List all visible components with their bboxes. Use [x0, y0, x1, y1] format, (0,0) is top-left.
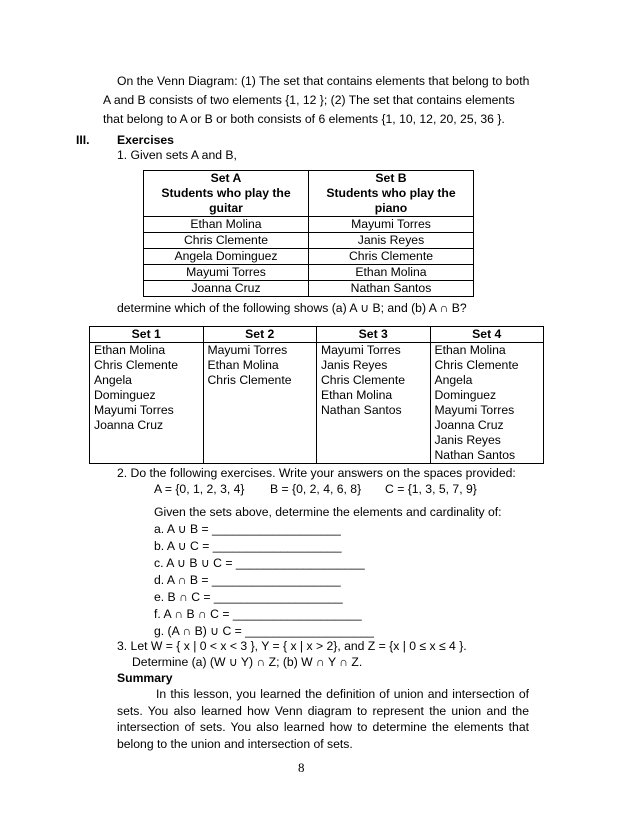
- table-cell: Joanna Cruz: [144, 281, 309, 297]
- table-cell: Chris Clemente: [144, 233, 309, 249]
- list-item: Angela: [434, 373, 473, 387]
- set-b-header: [309, 171, 474, 217]
- set-b-subtitle-1: Students who play the: [326, 186, 456, 200]
- summary-title: Summary: [117, 671, 173, 685]
- table-cell: Nathan Santos: [309, 281, 474, 297]
- table-cell: Mayumi Torres: [144, 265, 309, 281]
- set-a-title: Set A: [210, 171, 242, 185]
- set-4-cell: [430, 343, 544, 464]
- options-table: [89, 326, 544, 464]
- intro-line-1: On the Venn Diagram: (1) The set that contains elements that belong to both: [117, 74, 530, 88]
- set-3-cell: [317, 343, 431, 464]
- set-b-definition: B = {0, 2, 4, 6, 8}: [270, 482, 362, 496]
- set-a-subtitle-1: Students who play the: [161, 186, 291, 200]
- list-item: Joanna Cruz: [434, 418, 504, 432]
- set-a-header: [144, 171, 309, 217]
- exercise-item-f: f. A ∩ B ∩ C = ___________________: [154, 607, 362, 621]
- set-c-definition: C = {1, 3, 5, 7, 9}: [385, 482, 477, 496]
- intro-line-2: A and B consists of two elements {1, 12 }; (2) The set that contains elements: [103, 93, 515, 107]
- table-row: [144, 249, 474, 265]
- exercise-item-a: a. A ∪ B = ___________________: [154, 522, 341, 536]
- section-numeral: III.: [76, 133, 90, 147]
- list-item: Joanna Cruz: [94, 418, 164, 432]
- set-1-cell: [90, 343, 204, 464]
- exercise-3-line-2: Determine (a) (W ∪ Y) ∩ Z; (b) W ∩ Y ∩ Z.: [132, 655, 363, 669]
- list-item: Janis Reyes: [321, 358, 388, 372]
- exercise-item-g: g. (A ∩ B) ∪ C = ___________________: [154, 624, 374, 638]
- list-item: Nathan Santos: [434, 448, 516, 462]
- sets-table: [143, 170, 474, 297]
- set-3-header: Set 3: [317, 327, 431, 343]
- set-a-definition: A = {0, 1, 2, 3, 4}: [154, 482, 245, 496]
- set-4-header: Set 4: [430, 327, 544, 343]
- page-number: 8: [298, 760, 305, 775]
- list-item: Nathan Santos: [321, 403, 402, 417]
- table-cell: Ethan Molina: [144, 217, 309, 233]
- exercise-2-prompt: 2. Do the following exercises. Write your answers on the spaces provided:: [117, 466, 516, 480]
- sets-table-header-row: [144, 171, 474, 217]
- table-cell: Chris Clemente: [309, 249, 474, 265]
- list-item: Ethan Molina: [434, 343, 506, 357]
- summary-text: In this lesson, you learned the definition of union and intersection of sets. You also learned how Venn diagram to represent the union and the intersection of sets. You also learned how to determine the elements that belong to the union and intersection of sets.: [117, 687, 529, 751]
- table-cell: Mayumi Torres: [309, 217, 474, 233]
- list-item: Ethan Molina: [94, 343, 166, 357]
- list-item: Chris Clemente: [94, 358, 178, 372]
- list-item: Angela: [94, 373, 132, 387]
- table-row: [144, 217, 474, 233]
- list-item: Chris Clemente: [321, 373, 405, 387]
- exercise-item-c: c. A ∪ B ∪ C = ___________________: [154, 556, 365, 570]
- exercise-item-d: d. A ∩ B = ___________________: [154, 573, 341, 587]
- options-table-header-row: [90, 327, 544, 343]
- exercise-item-e: e. B ∩ C = ___________________: [154, 590, 343, 604]
- list-item: Mayumi Torres: [321, 343, 401, 357]
- list-item: Dominguez: [94, 388, 156, 402]
- table-cell: Angela Dominguez: [144, 249, 309, 265]
- exercise-3-line-1: 3. Let W = { x | 0 < x < 3 }, Y = { x | x > 2}, and Z = {x | 0 ≤ x ≤ 4 }.: [117, 639, 467, 653]
- table-row: [90, 343, 544, 464]
- set-b-title: Set B: [375, 171, 407, 185]
- list-item: Mayumi Torres: [94, 403, 174, 417]
- exercise-2-given: Given the sets above, determine the elements and cardinality of:: [154, 505, 502, 519]
- list-item: Chris Clemente: [207, 373, 292, 387]
- set-2-cell: [203, 343, 317, 464]
- set-a-subtitle-2: guitar: [209, 201, 243, 215]
- intro-line-3: that belong to A or B or both consists of 6 elements {1, 10, 12, 20, 25, 36 }.: [103, 112, 505, 126]
- list-item: Janis Reyes: [434, 433, 501, 447]
- list-item: Ethan Molina: [321, 388, 393, 402]
- list-item: Dominguez: [434, 388, 497, 402]
- list-item: Mayumi Torres: [434, 403, 515, 417]
- list-item: Ethan Molina: [207, 358, 279, 372]
- list-item: Mayumi Torres: [207, 343, 288, 357]
- table-row: [144, 281, 474, 297]
- exercise-item-b: b. A ∪ C = ___________________: [154, 539, 342, 553]
- table-cell: Ethan Molina: [309, 265, 474, 281]
- exercise-1-prompt: 1. Given sets A and B,: [117, 148, 237, 162]
- table-row: [144, 265, 474, 281]
- set-2-header: Set 2: [203, 327, 317, 343]
- exercise-1-determine: determine which of the following shows (a) A ∪ B; and (b) A ∩ B?: [117, 301, 467, 315]
- set-b-subtitle-2: piano: [374, 201, 408, 215]
- table-row: [144, 233, 474, 249]
- set-1-header: Set 1: [90, 327, 204, 343]
- list-item: Chris Clemente: [434, 358, 519, 372]
- section-title: Exercises: [117, 133, 174, 147]
- table-cell: Janis Reyes: [309, 233, 474, 249]
